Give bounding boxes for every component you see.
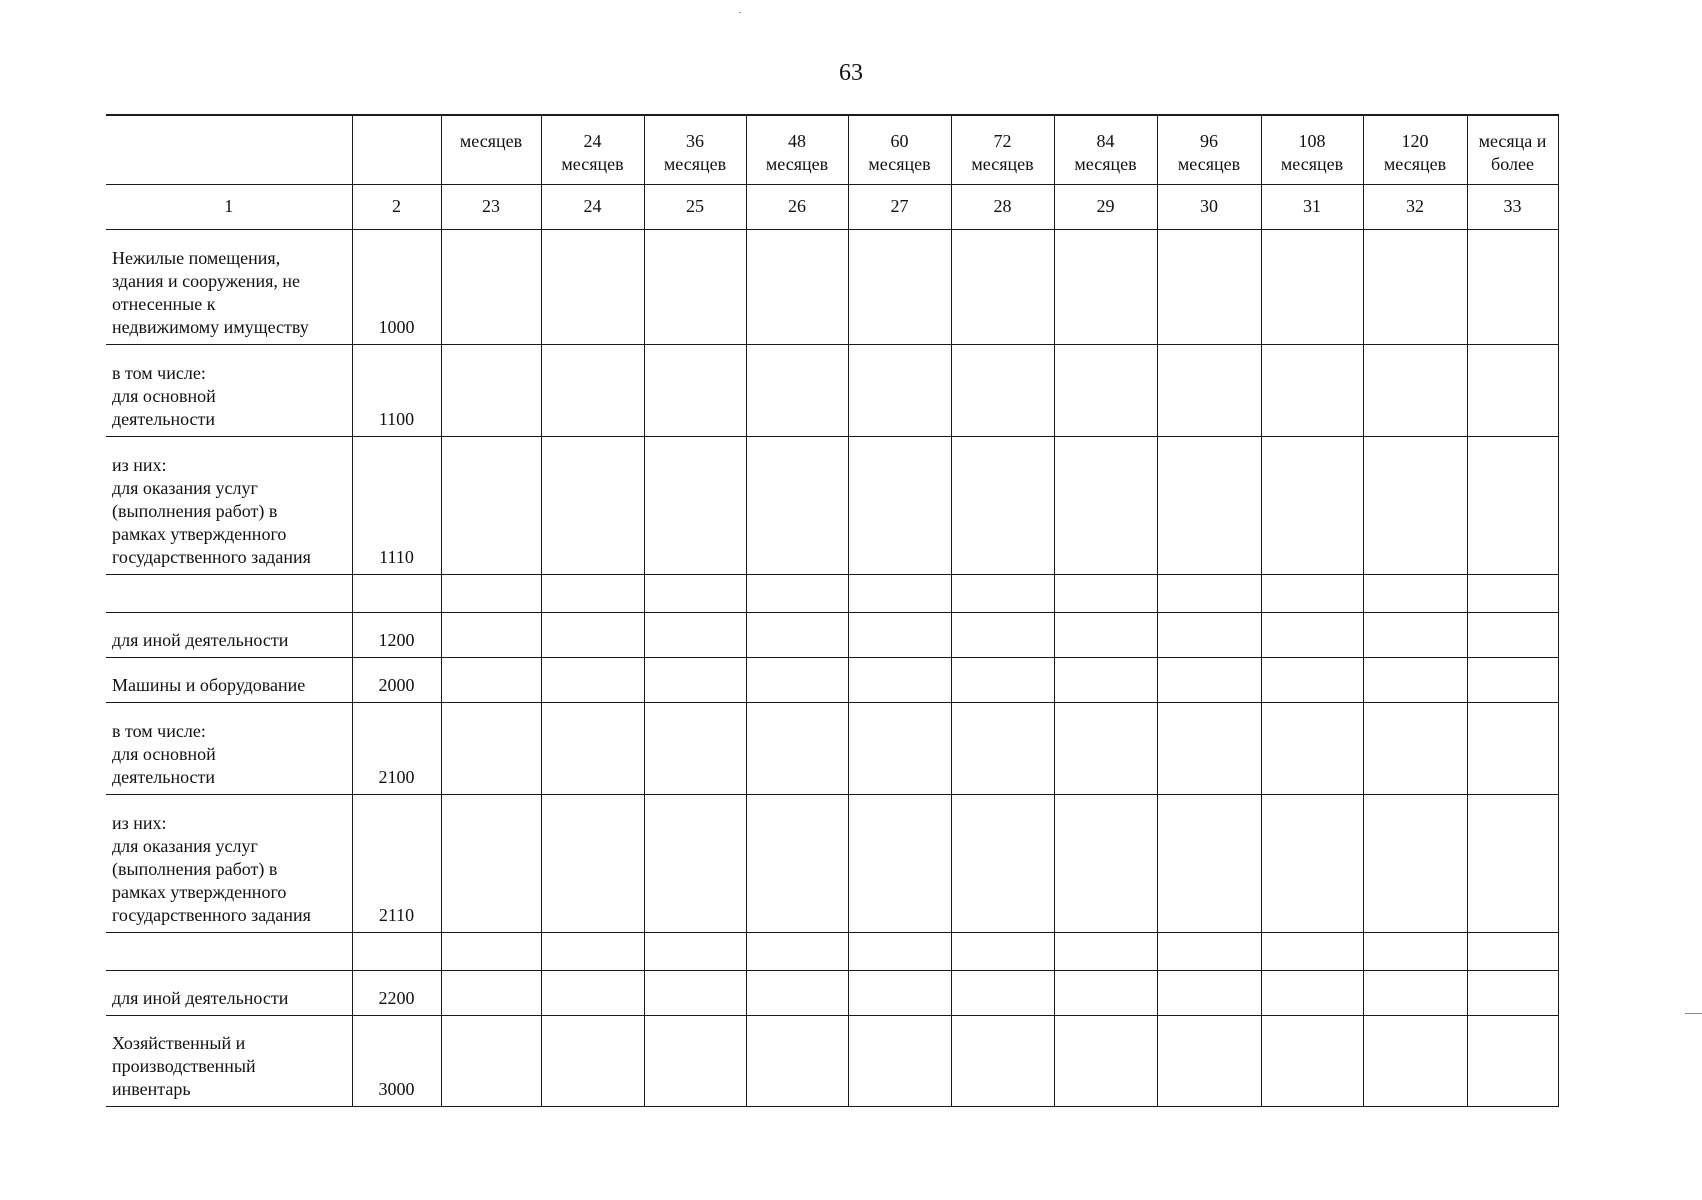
header-cell-period: 72 месяцев: [951, 115, 1054, 184]
column-number: 26: [746, 184, 848, 229]
row-code: 1000: [352, 229, 441, 344]
row-name: в том числе: для основной деятельности: [112, 362, 216, 429]
empty-value-cell: [848, 657, 951, 702]
empty-value-cell: [1157, 229, 1261, 344]
empty-value-cell: [1261, 436, 1363, 574]
empty-value-cell: [848, 1015, 951, 1106]
empty-value-cell: [746, 794, 848, 932]
empty-value-cell: [1467, 436, 1558, 574]
empty-value-cell: [1467, 574, 1558, 612]
empty-value-cell: [1157, 932, 1261, 970]
header-cell-name: [106, 115, 352, 184]
empty-value-cell: [848, 794, 951, 932]
empty-value-cell: [746, 932, 848, 970]
table-row: [106, 657, 1558, 702]
header-cell-period: 108 месяцев: [1261, 115, 1363, 184]
empty-value-cell: [1363, 612, 1467, 657]
empty-value-cell: [1467, 229, 1558, 344]
empty-value-cell: [644, 657, 746, 702]
empty-value-cell: [746, 344, 848, 436]
empty-value-cell: [1157, 612, 1261, 657]
row-code: 2110: [352, 794, 441, 932]
empty-value-cell: [1467, 1015, 1558, 1106]
table-row: [106, 574, 1558, 612]
empty-value-cell: [848, 436, 951, 574]
empty-value-cell: [1261, 344, 1363, 436]
scan-speck: [739, 12, 741, 13]
empty-value-cell: [644, 702, 746, 794]
header-cell-period: месяцев: [441, 115, 541, 184]
header-cell-period: 60 месяцев: [848, 115, 951, 184]
empty-value-cell: [541, 344, 644, 436]
row-code: 2100: [352, 702, 441, 794]
row-code: 2200: [352, 970, 441, 1015]
column-number: 32: [1363, 184, 1467, 229]
empty-value-cell: [1363, 794, 1467, 932]
empty-value-cell: [1157, 574, 1261, 612]
empty-value-cell: [951, 794, 1054, 932]
empty-value-cell: [644, 436, 746, 574]
column-number: 1: [106, 184, 352, 229]
column-number: 28: [951, 184, 1054, 229]
empty-value-cell: [541, 702, 644, 794]
empty-value-cell: [1054, 794, 1157, 932]
empty-value-cell: [441, 1015, 541, 1106]
row-code: [352, 574, 441, 612]
empty-value-cell: [1054, 612, 1157, 657]
empty-value-cell: [848, 574, 951, 612]
empty-value-cell: [1363, 229, 1467, 344]
empty-value-cell: [1363, 436, 1467, 574]
row-name-cell: [106, 612, 352, 657]
empty-value-cell: [1157, 794, 1261, 932]
row-code: 1100: [352, 344, 441, 436]
empty-value-cell: [1157, 1015, 1261, 1106]
table-row: [106, 702, 1558, 794]
empty-value-cell: [848, 970, 951, 1015]
empty-value-cell: [1467, 612, 1558, 657]
empty-value-cell: [1467, 794, 1558, 932]
row-name: для иной деятельности: [112, 629, 289, 650]
empty-value-cell: [848, 344, 951, 436]
column-number: 25: [644, 184, 746, 229]
table-row: [106, 970, 1558, 1015]
row-code: 2000: [352, 657, 441, 702]
empty-value-cell: [441, 970, 541, 1015]
empty-value-cell: [951, 229, 1054, 344]
row-name-cell: [106, 702, 352, 794]
row-name: из них: для оказания услуг (выполнения работ) в рамках утвержденного государственного задания: [112, 812, 311, 925]
header-cell-code: [352, 115, 441, 184]
empty-value-cell: [951, 612, 1054, 657]
empty-value-cell: [541, 970, 644, 1015]
empty-value-cell: [848, 702, 951, 794]
column-number-row: [106, 184, 1558, 229]
empty-value-cell: [1054, 657, 1157, 702]
empty-value-cell: [541, 1015, 644, 1106]
empty-value-cell: [541, 612, 644, 657]
empty-value-cell: [746, 657, 848, 702]
table-row: [106, 436, 1558, 574]
row-name: Хозяйственный и производственный инвентарь: [112, 1032, 256, 1099]
empty-value-cell: [1363, 657, 1467, 702]
empty-value-cell: [1054, 970, 1157, 1015]
empty-value-cell: [1363, 702, 1467, 794]
column-number: 24: [541, 184, 644, 229]
empty-value-cell: [746, 436, 848, 574]
table-row: [106, 344, 1558, 436]
empty-value-cell: [951, 970, 1054, 1015]
empty-value-cell: [1363, 1015, 1467, 1106]
header-cell-period: месяца и более: [1467, 115, 1558, 184]
empty-value-cell: [1467, 702, 1558, 794]
empty-value-cell: [644, 970, 746, 1015]
empty-value-cell: [644, 932, 746, 970]
empty-value-cell: [441, 932, 541, 970]
empty-value-cell: [848, 229, 951, 344]
empty-value-cell: [1261, 574, 1363, 612]
empty-value-cell: [441, 344, 541, 436]
column-number: 33: [1467, 184, 1558, 229]
empty-value-cell: [644, 612, 746, 657]
table-row: [106, 1015, 1558, 1106]
header-cell-period: 84 месяцев: [1054, 115, 1157, 184]
column-number: 31: [1261, 184, 1363, 229]
table-row: [106, 612, 1558, 657]
empty-value-cell: [1157, 657, 1261, 702]
empty-value-cell: [951, 657, 1054, 702]
empty-value-cell: [1467, 970, 1558, 1015]
empty-value-cell: [951, 436, 1054, 574]
header-cell-period: 24 месяцев: [541, 115, 644, 184]
empty-value-cell: [746, 970, 848, 1015]
row-name: Нежилые помещения, здания и сооружения, не отнесенные к недвижимому имуществу: [112, 247, 309, 337]
empty-value-cell: [644, 574, 746, 612]
row-name-cell: [106, 794, 352, 932]
column-number: 29: [1054, 184, 1157, 229]
table-row: [106, 229, 1558, 344]
empty-value-cell: [746, 574, 848, 612]
empty-value-cell: [1261, 229, 1363, 344]
row-name: для иной деятельности: [112, 987, 289, 1008]
empty-value-cell: [746, 1015, 848, 1106]
row-name-cell: [106, 932, 352, 970]
page-number: 63: [839, 60, 863, 86]
empty-value-cell: [1261, 794, 1363, 932]
empty-value-cell: [1157, 436, 1261, 574]
column-number: 2: [352, 184, 441, 229]
empty-value-cell: [1157, 702, 1261, 794]
row-name: в том числе: для основной деятельности: [112, 720, 216, 787]
row-name: из них: для оказания услуг (выполнения работ) в рамках утвержденного государственного задания: [112, 454, 311, 567]
empty-value-cell: [644, 1015, 746, 1106]
empty-value-cell: [1054, 344, 1157, 436]
empty-value-cell: [1157, 344, 1261, 436]
empty-value-cell: [951, 344, 1054, 436]
empty-value-cell: [1054, 436, 1157, 574]
empty-value-cell: [951, 1015, 1054, 1106]
empty-value-cell: [1054, 229, 1157, 344]
empty-value-cell: [1261, 970, 1363, 1015]
data-table: [106, 114, 1559, 1107]
empty-value-cell: [746, 702, 848, 794]
column-number: 23: [441, 184, 541, 229]
row-name-cell: [106, 574, 352, 612]
empty-value-cell: [951, 702, 1054, 794]
header-row: [106, 115, 1558, 184]
empty-value-cell: [1363, 970, 1467, 1015]
row-code: 1200: [352, 612, 441, 657]
empty-value-cell: [441, 574, 541, 612]
table-row: [106, 794, 1558, 932]
empty-value-cell: [541, 657, 644, 702]
row-name-cell: [106, 970, 352, 1015]
empty-value-cell: [541, 574, 644, 612]
row-name-cell: [106, 1015, 352, 1106]
empty-value-cell: [644, 344, 746, 436]
empty-value-cell: [848, 612, 951, 657]
empty-value-cell: [644, 229, 746, 344]
empty-value-cell: [1261, 657, 1363, 702]
row-name: Машины и оборудование: [112, 674, 306, 695]
empty-value-cell: [1363, 344, 1467, 436]
table-row: [106, 932, 1558, 970]
empty-value-cell: [1157, 970, 1261, 1015]
row-name-cell: [106, 229, 352, 344]
empty-value-cell: [1261, 932, 1363, 970]
empty-value-cell: [541, 229, 644, 344]
empty-value-cell: [848, 932, 951, 970]
empty-value-cell: [1054, 702, 1157, 794]
row-code: 3000: [352, 1015, 441, 1106]
empty-value-cell: [541, 436, 644, 574]
empty-value-cell: [1363, 932, 1467, 970]
empty-value-cell: [746, 229, 848, 344]
empty-value-cell: [951, 574, 1054, 612]
empty-value-cell: [441, 794, 541, 932]
row-name-cell: [106, 344, 352, 436]
empty-value-cell: [1467, 344, 1558, 436]
empty-value-cell: [1054, 574, 1157, 612]
empty-value-cell: [441, 612, 541, 657]
empty-value-cell: [441, 702, 541, 794]
empty-value-cell: [1054, 1015, 1157, 1106]
empty-value-cell: [441, 657, 541, 702]
empty-value-cell: [1467, 932, 1558, 970]
empty-value-cell: [541, 932, 644, 970]
empty-value-cell: [746, 612, 848, 657]
row-code: 1110: [352, 436, 441, 574]
row-code: [352, 932, 441, 970]
empty-value-cell: [1054, 932, 1157, 970]
empty-value-cell: [1261, 612, 1363, 657]
empty-value-cell: [1261, 1015, 1363, 1106]
empty-value-cell: [1261, 702, 1363, 794]
empty-value-cell: [1363, 574, 1467, 612]
header-cell-period: 120 месяцев: [1363, 115, 1467, 184]
empty-value-cell: [1467, 657, 1558, 702]
empty-value-cell: [644, 794, 746, 932]
header-cell-period: 96 месяцев: [1157, 115, 1261, 184]
empty-value-cell: [541, 794, 644, 932]
empty-value-cell: [441, 229, 541, 344]
row-name-cell: [106, 657, 352, 702]
header-cell-period: 36 месяцев: [644, 115, 746, 184]
column-number: 30: [1157, 184, 1261, 229]
empty-value-cell: [951, 932, 1054, 970]
header-cell-period: 48 месяцев: [746, 115, 848, 184]
column-number: 27: [848, 184, 951, 229]
margin-mark: [1685, 1013, 1702, 1014]
row-name-cell: [106, 436, 352, 574]
empty-value-cell: [441, 436, 541, 574]
